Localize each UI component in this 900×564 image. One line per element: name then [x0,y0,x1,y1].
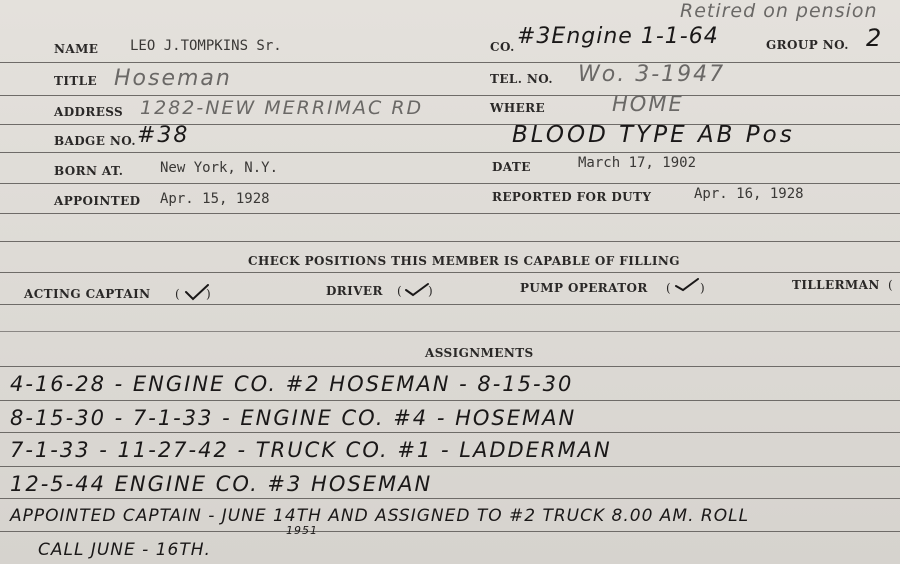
driver-label: DRIVER [326,284,383,298]
title-value: Hoseman [114,66,232,91]
born-label: BORN AT. [54,164,124,178]
row-rule [0,400,900,401]
driver-close: ) [428,284,434,298]
row-rule [0,213,900,214]
row-rule [0,366,900,367]
row-rule [0,241,900,242]
date-label: DATE [492,160,531,174]
row-rule [0,95,900,96]
assignment-line: 12-5-44 ENGINE CO. #3 HOSEMAN [10,472,433,496]
tillerman-label: TILLERMAN [792,278,880,292]
name-value: LEO J.TOMPKINS Sr. [130,38,282,54]
address-value: 1282-NEW MERRIMAC RD [140,97,424,119]
row-rule [0,331,900,332]
row-rule [0,183,900,184]
row-rule [0,432,900,433]
assignment-line: CALL JUNE - 16TH. [38,540,211,560]
driver-checkmark [404,282,430,298]
assignment-line: 7-1-33 - 11-27-42 - TRUCK CO. #1 - LADDERMAN [10,438,612,462]
driver-open: ( [397,284,403,298]
pump-operator-close: ) [700,281,706,295]
assignment-year-note: 1951 [286,524,318,537]
reported-value: Apr. 16, 1928 [694,186,804,202]
acting-captain-close: ) [206,287,212,301]
where-value: HOME [612,92,684,116]
group-label: GROUP NO. [766,38,849,52]
row-rule [0,304,900,305]
retired-note: Retired on pension [680,0,878,22]
date-value: March 17, 1902 [578,155,697,171]
born-value: New York, N.Y. [160,160,279,176]
where-label: WHERE [490,101,546,115]
blood-type-note: BLOOD TYPE AB Pos [512,122,795,148]
assignment-line: 4-16-28 - ENGINE CO. #2 HOSEMAN - 8-15-30 [10,372,574,396]
row-rule [0,498,900,499]
acting-captain-label: ACTING CAPTAIN [24,287,151,301]
pump-operator-open: ( [666,281,672,295]
company-value: #3Engine 1-1-64 [517,24,719,49]
tillerman-open: ( [888,278,894,292]
title-label: TITLE [54,74,98,88]
tel-value: Wo. 3-1947 [578,62,726,87]
positions-heading: CHECK POSITIONS THIS MEMBER IS CAPABLE OF FILLING [248,254,680,268]
appointed-label: APPOINTED [54,194,141,208]
acting-captain-open: ( [175,287,181,301]
row-rule [0,272,900,273]
row-rule [0,62,900,63]
group-value: 2 [866,24,884,52]
badge-label: BADGE NO. [54,134,136,148]
pump-operator-label: PUMP OPERATOR [520,281,648,295]
row-rule [0,531,900,532]
assignments-heading: ASSIGNMENTS [425,346,534,360]
pump-operator-checkmark [674,278,700,294]
row-rule [0,152,900,153]
tel-label: TEL. NO. [490,72,553,86]
name-label: NAME [54,42,99,56]
assignment-line: 8-15-30 - 7-1-33 - ENGINE CO. #4 - HOSEMAN [10,406,577,430]
reported-label: REPORTED FOR DUTY [492,190,652,204]
badge-value: #38 [137,123,190,148]
company-label: CO. [490,40,515,54]
address-label: ADDRESS [54,105,124,119]
assignment-line: APPOINTED CAPTAIN - JUNE 14TH AND ASSIGNED TO #2 TRUCK 8.00 AM. ROLL [10,506,750,526]
row-rule [0,466,900,467]
appointed-value: Apr. 15, 1928 [160,191,270,207]
